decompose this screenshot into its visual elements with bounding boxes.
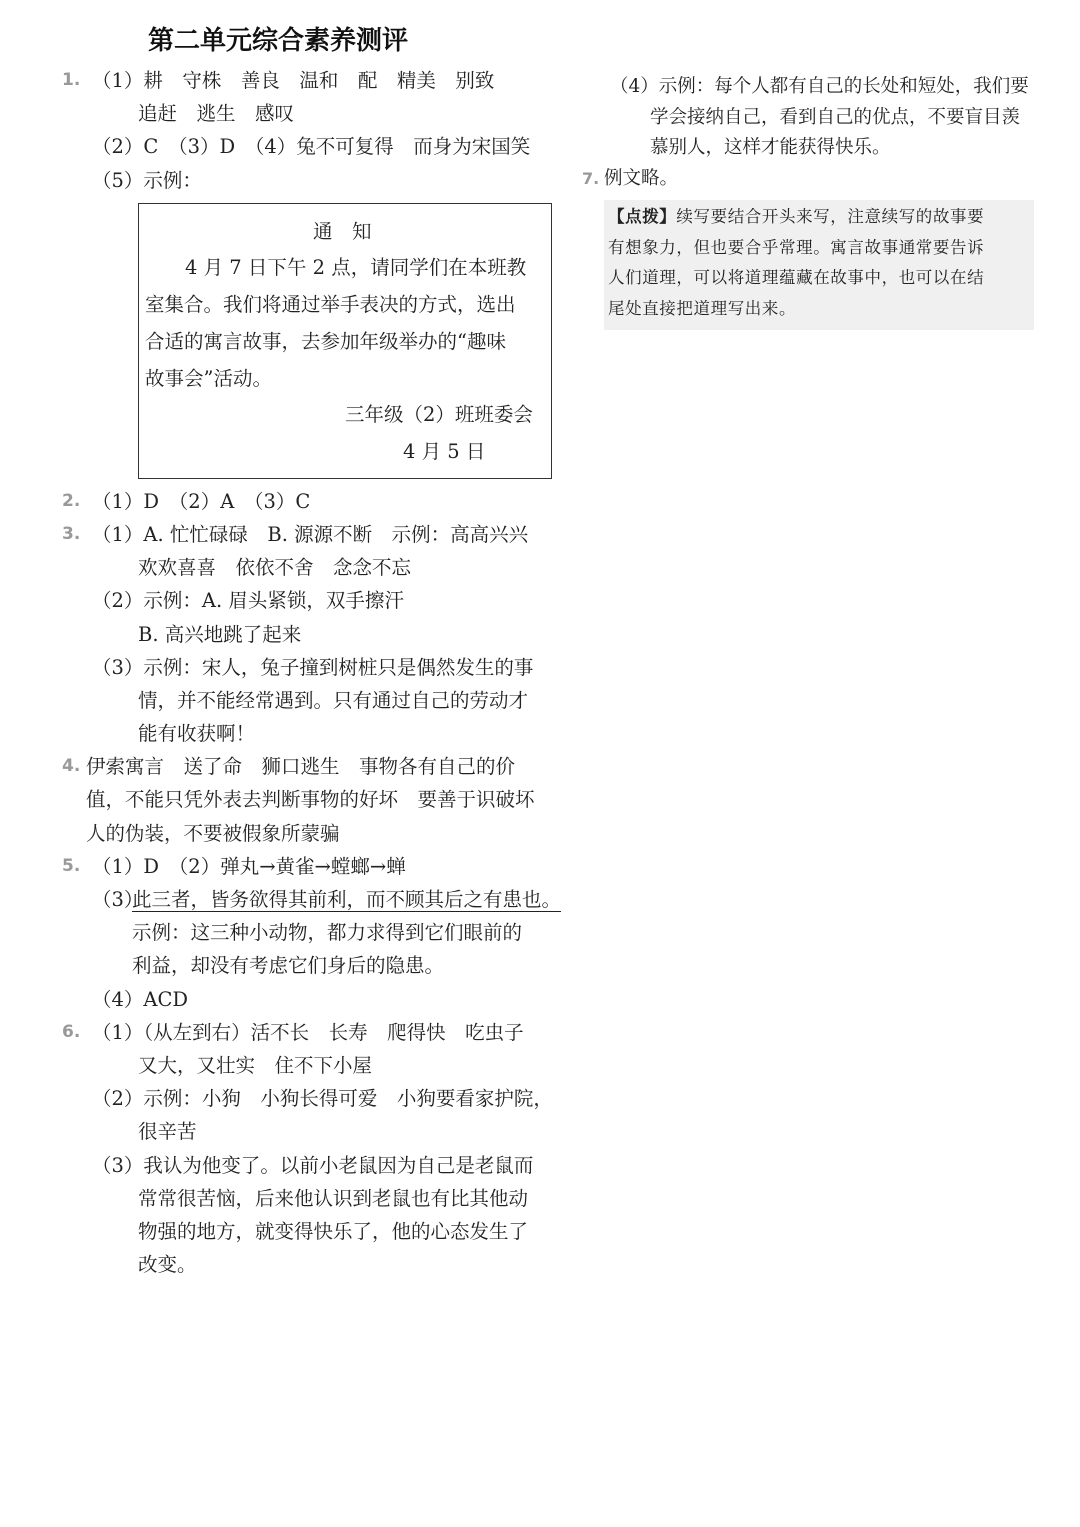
answers-right-column xyxy=(582,72,1042,330)
q4-number: 4. xyxy=(62,756,81,777)
q3-text-3: （2）示例：A. 眉头紧锁，双手擦汗 xyxy=(92,589,404,613)
q3-number: 3. xyxy=(62,523,81,544)
q2-number: 2. xyxy=(62,490,81,511)
q6-text-4: 很辛苦 xyxy=(138,1120,197,1144)
tip-line-1 xyxy=(608,202,1028,233)
tip-line-4: 尾处直接把道理写出来。 xyxy=(608,298,797,318)
q6-line-3 xyxy=(62,1082,562,1115)
notice-box xyxy=(138,203,552,479)
q5-text-1: （1）D （2）弹丸→黄雀→螳螂→蝉 xyxy=(92,854,406,878)
notice-signature: 三年级（2）班班委会 xyxy=(345,402,533,426)
notice-body-line-2: 室集合。我们将通过举手表决的方式，选出 xyxy=(145,292,516,316)
notice-body-line-3: 合适的寓言故事，去参加年级举办的“趣味 xyxy=(145,329,506,353)
notice-body-line-1: 4 月 7 日下午 2 点，请同学们在本班教 xyxy=(185,255,527,279)
q1-part5-label: （5）示例： xyxy=(92,168,202,192)
q1-part2-4-text: （2）C （3）D （4）兔不可复得 而身为宋国笑 xyxy=(92,135,531,159)
q4-line-1 xyxy=(62,750,562,783)
q6-4-line-2 xyxy=(582,103,1042,134)
q6-text-5: （3）我认为他变了。以前小老鼠因为自己是老鼠而 xyxy=(92,1153,534,1177)
q5-text-3: 示例：这三种小动物，都力求得到它们眼前的 xyxy=(132,921,523,945)
q6-line-1 xyxy=(62,1016,562,1049)
page-title: 第二单元综合素养测评 xyxy=(148,26,409,56)
q6-text-2: 又大，又壮实 住不下小屋 xyxy=(138,1053,373,1077)
q6-4-line-3 xyxy=(582,133,1042,164)
q1-part1-text-cont: 追赶 逃生 感叹 xyxy=(138,102,295,126)
q3-text-4: B. 高兴地跳了起来 xyxy=(138,622,302,646)
q6-4-text-2: 学会接纳自己，看到自己的优点，不要盲目羡 xyxy=(650,106,1021,128)
q6-text-8: 改变。 xyxy=(138,1253,197,1277)
q3-line-6 xyxy=(62,684,562,717)
q4-line-3 xyxy=(62,817,562,850)
q2-line-1 xyxy=(62,485,562,518)
q6-4-text-3: 慕别人，这样才能获得快乐。 xyxy=(650,137,891,158)
q5-line-5 xyxy=(62,983,562,1016)
q6-line-4 xyxy=(62,1115,562,1148)
q6-4-text-1: （4）示例：每个人都有自己的长处和短处，我们要 xyxy=(610,76,1029,97)
q7-text: 例文略。 xyxy=(604,167,679,189)
q1-line-3 xyxy=(62,130,562,163)
q3-line-2 xyxy=(62,551,562,584)
q3-line-3 xyxy=(62,584,562,617)
tip-line-2: 有想象力，但也要合乎常理。寓言故事通常要告诉 xyxy=(608,237,985,257)
q3-text-2: 欢欢喜喜 依依不舍 念念不忘 xyxy=(138,556,412,580)
q7-line-1 xyxy=(582,164,1042,195)
q6-text-3: （2）示例：小狗 小狗长得可爱 小狗要看家护院， xyxy=(92,1087,553,1111)
tip-text-1: 续写要结合开头来写，注意续写的故事要 xyxy=(676,207,985,226)
q3-line-5 xyxy=(62,651,562,684)
q4-text-1: 伊索寓言 送了命 狮口逃生 事物各有自己的价 xyxy=(86,755,516,779)
q3-text-7: 能有收获啊！ xyxy=(138,722,256,746)
q3-text-6: 情，并不能经常遇到。只有通过自己的劳动才 xyxy=(138,688,529,712)
q3-text-1: （1）A. 忙忙碌碌 B. 源源不断 示例：高高兴兴 xyxy=(92,522,529,546)
q5-line-3 xyxy=(62,916,562,949)
tip-box xyxy=(604,200,1034,330)
q5-text-4: 利益，却没有考虑它们身后的隐患。 xyxy=(132,954,445,978)
q3-line-1 xyxy=(62,518,562,551)
q3-text-5: （3）示例：宋人，兔子撞到树桩只是偶然发生的事 xyxy=(92,655,534,679)
q5-line-2 xyxy=(62,883,562,916)
answers-left-column xyxy=(62,64,562,1281)
q7-number: 7. xyxy=(582,168,600,188)
q5-underlined-quote: 此三者，皆务欲得其前利，而不顾其后之有患也。 xyxy=(132,888,562,911)
q5-line-4 xyxy=(62,949,562,982)
q3-line-4 xyxy=(62,618,562,651)
q6-line-6 xyxy=(62,1182,562,1215)
notice-body-line-4: 故事会”活动。 xyxy=(145,366,272,390)
q2-text: （1）D （2）A （3）C xyxy=(92,489,311,513)
q6-line-5 xyxy=(62,1149,562,1182)
q3-line-7 xyxy=(62,717,562,750)
notice-date: 4 月 5 日 xyxy=(403,439,486,463)
q6-text-7: 物强的地方，就变得快乐了，他的心态发生了 xyxy=(138,1219,529,1243)
q6-text-1: （1）（从左到右）活不长 长寿 爬得快 吃虫子 xyxy=(92,1020,524,1044)
q6-line-2 xyxy=(62,1049,562,1082)
q1-number: 1. xyxy=(62,70,81,90)
tip-line-3: 人们道理，可以将道理蕴藏在故事中，也可以在结 xyxy=(608,268,985,287)
q5-line-1 xyxy=(62,850,562,883)
q5-number: 5. xyxy=(62,855,81,876)
q6-line-8 xyxy=(62,1248,562,1281)
q1-line-1 xyxy=(62,64,562,97)
tip-label: 【点拨】 xyxy=(608,207,677,226)
q4-text-3: 人的伪装，不要被假象所蒙骗 xyxy=(86,821,340,845)
q6-number: 6. xyxy=(62,1021,81,1042)
q1-line-2 xyxy=(62,97,562,130)
q5-text-5: （4）ACD xyxy=(92,987,189,1011)
q4-line-2 xyxy=(62,783,562,816)
q6-text-6: 常常很苦恼，后来他认识到老鼠也有比其他动 xyxy=(138,1186,529,1210)
notice-title: 通 知 xyxy=(313,219,372,243)
q5-part3-label: （3） xyxy=(92,888,144,911)
q4-text-2: 值，不能只凭外表去判断事物的好坏 要善于识破坏 xyxy=(86,788,535,812)
q1-line-4 xyxy=(62,164,562,197)
q1-part1-text: （1）耕 守株 善良 温和 配 精美 别致 xyxy=(92,69,495,92)
q6-4-line-1 xyxy=(582,72,1042,103)
q6-line-7 xyxy=(62,1215,562,1248)
